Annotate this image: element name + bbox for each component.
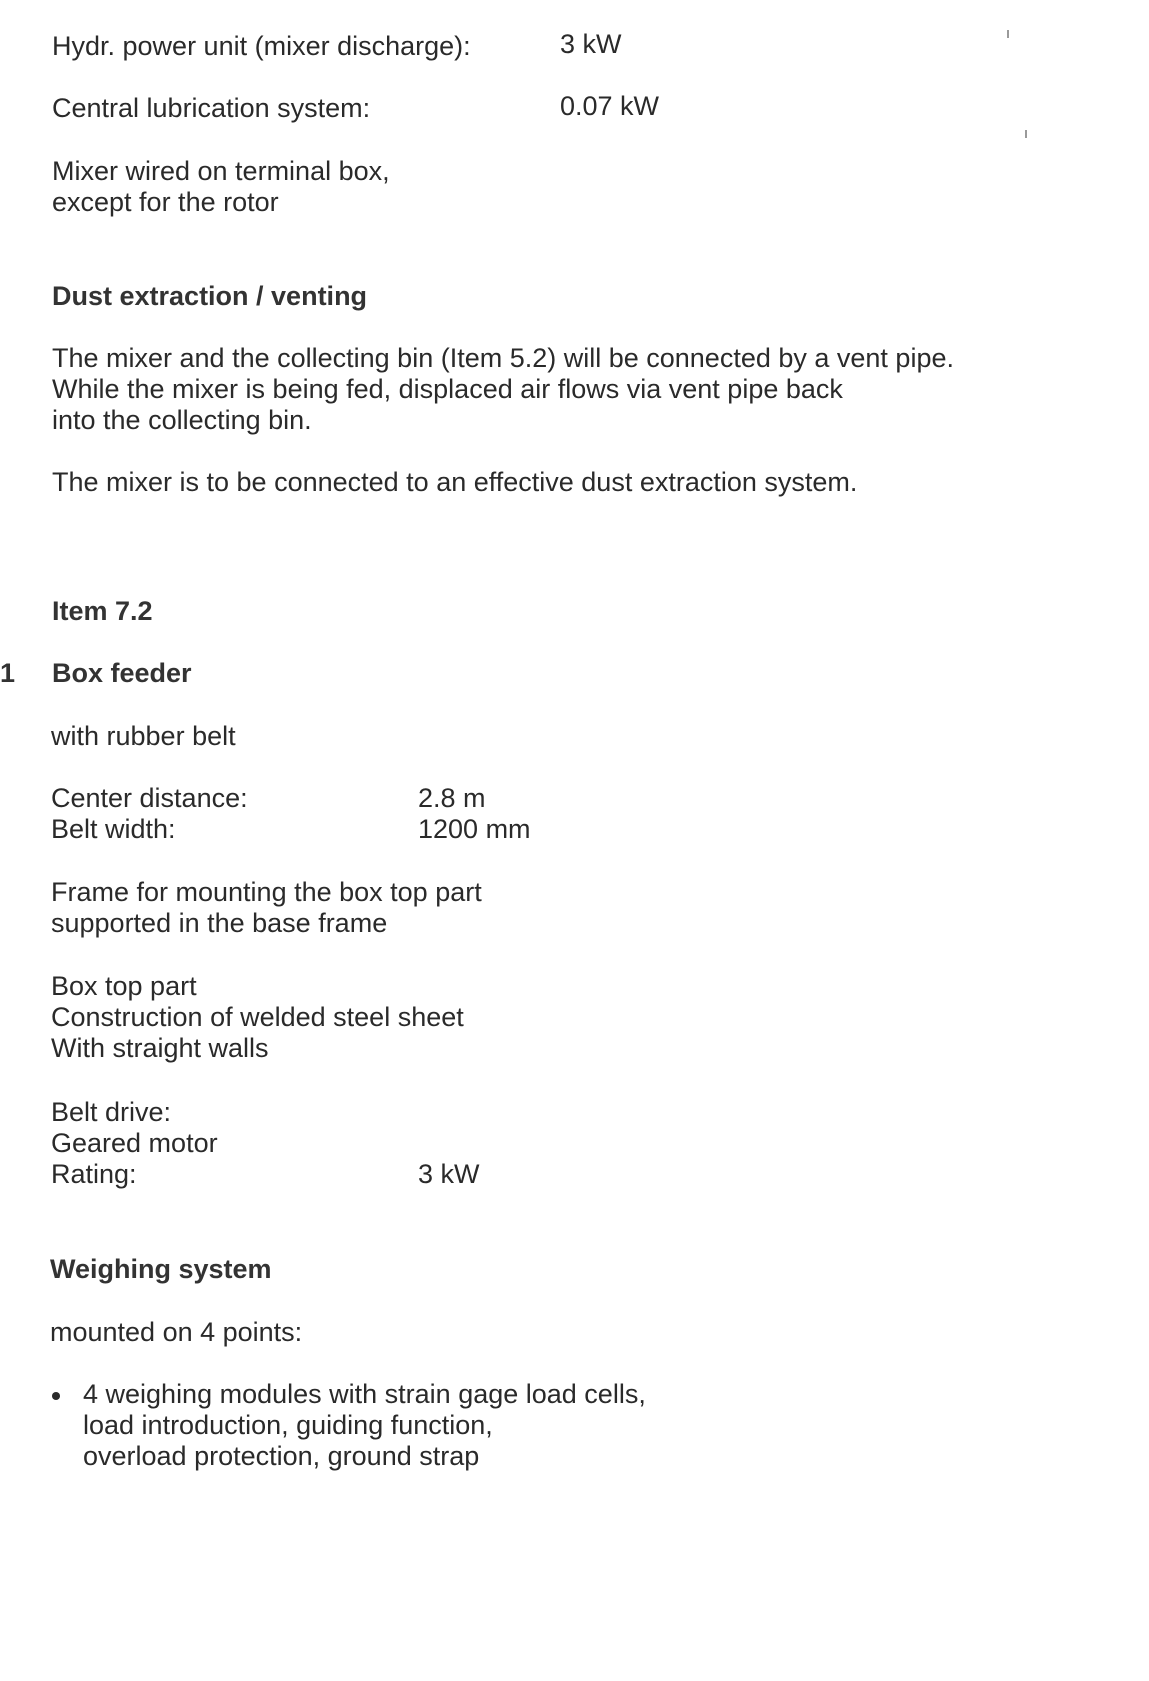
frame-paragraph — [51, 876, 482, 940]
spec-label-lubrication: Central lubrication system: — [52, 93, 371, 123]
rating-value: 3 kW — [418, 1159, 480, 1189]
text-line: Frame for mounting the box top part — [51, 877, 482, 907]
mixer-wiring-note — [52, 155, 390, 219]
scan-mark — [1025, 130, 1027, 138]
text-line: 4 weighing modules with strain gage load cells, — [83, 1379, 646, 1409]
spec-value-lubrication: 0.07 kW — [560, 91, 660, 121]
text-line: except for the rotor — [52, 187, 279, 217]
spec-label-center-distance: Center distance: — [51, 783, 248, 813]
text-line: Box top part — [51, 971, 197, 1001]
item-title: Box feeder — [52, 658, 192, 688]
scan-mark — [1007, 30, 1009, 38]
belt-drive-paragraph — [51, 1096, 218, 1191]
text-line: With straight walls — [51, 1033, 269, 1063]
text-line: overload protection, ground strap — [83, 1441, 480, 1471]
spec-value-center-distance: 2.8 m — [418, 783, 486, 813]
text-line: Geared motor — [51, 1128, 218, 1158]
text-line: Construction of welded steel sheet — [51, 1002, 464, 1032]
spec-value-belt-width: 1200 mm — [418, 814, 531, 844]
weighing-bullet-item — [83, 1378, 646, 1473]
spec-label-hydr-power: Hydr. power unit (mixer discharge): — [52, 31, 471, 61]
dust-paragraph-2: The mixer is to be connected to an effective dust extraction system. — [52, 467, 858, 497]
text-line: into the collecting bin. — [52, 405, 312, 435]
item-heading: Item 7.2 — [52, 596, 153, 626]
dust-paragraph-1 — [52, 342, 954, 437]
item-subtitle: with rubber belt — [51, 721, 236, 751]
dust-section-heading: Dust extraction / venting — [52, 281, 368, 311]
spec-value-hydr-power: 3 kW — [560, 29, 622, 59]
bullet-dot — [52, 1392, 60, 1400]
spec-label-belt-width: Belt width: — [51, 814, 176, 844]
text-line: While the mixer is being fed, displaced air flows via vent pipe back — [52, 374, 843, 404]
weighing-heading: Weighing system — [50, 1254, 272, 1284]
text-line: load introduction, guiding function, — [83, 1410, 493, 1440]
box-top-paragraph — [51, 970, 464, 1065]
text-line: supported in the base frame — [51, 908, 388, 938]
rating-label: Rating: — [51, 1159, 137, 1189]
text-line: Mixer wired on terminal box, — [52, 156, 390, 186]
weighing-intro: mounted on 4 points: — [50, 1317, 303, 1347]
item-number: 1 — [0, 658, 16, 688]
text-line: The mixer and the collecting bin (Item 5.2) will be connected by a vent pipe. — [52, 343, 954, 373]
text-line: Belt drive: — [51, 1097, 172, 1127]
